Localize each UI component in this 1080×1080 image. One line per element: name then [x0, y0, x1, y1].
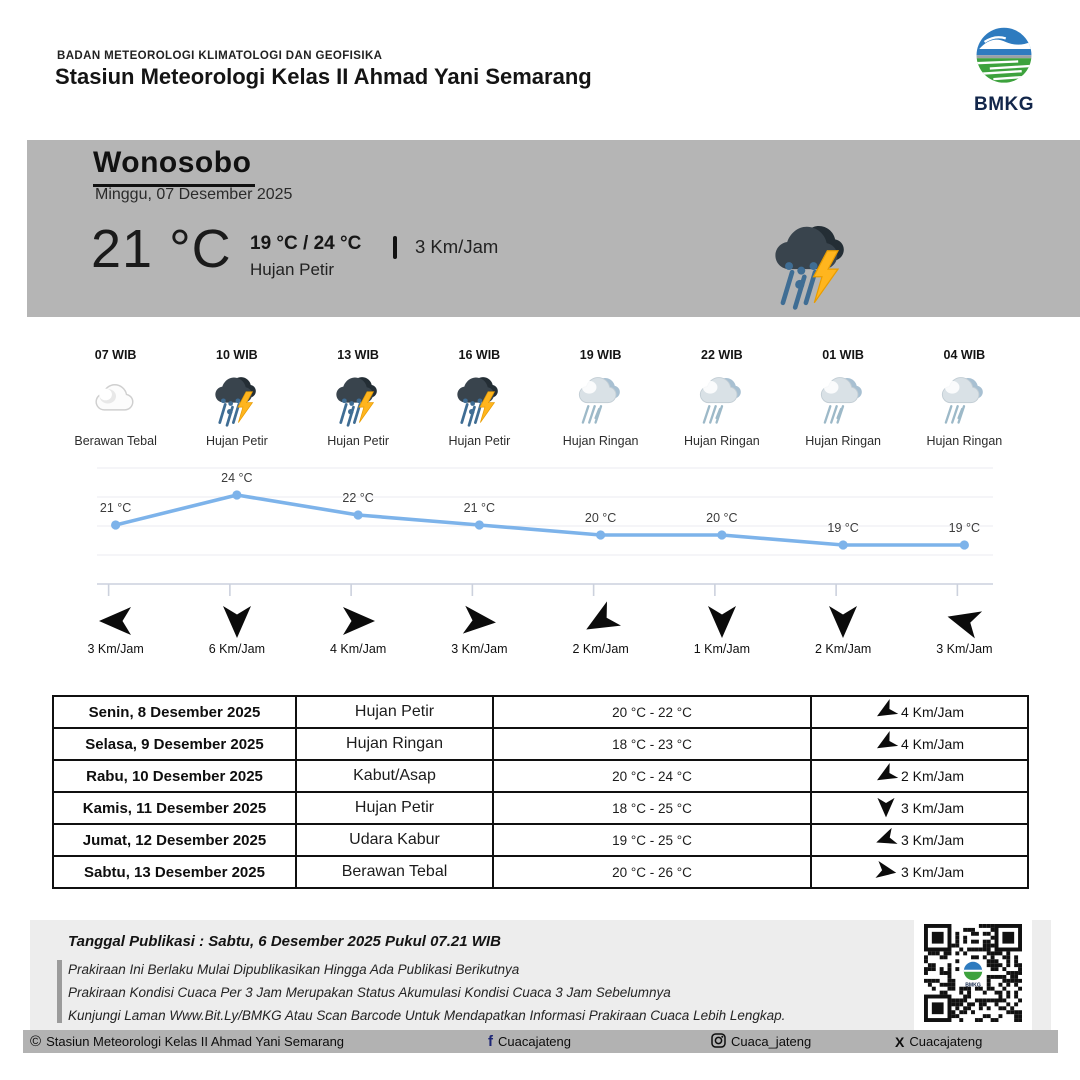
wind-direction-icon	[875, 796, 897, 821]
day-date: Selasa, 9 Desember 2025	[53, 728, 296, 760]
wind-separator-bar	[393, 236, 397, 259]
storm-weather-icon	[298, 368, 419, 430]
day-temp-range: 20 °C - 24 °C	[493, 760, 811, 792]
hour-label: 19 WIB	[579, 348, 622, 362]
daily-forecast-row	[53, 696, 1028, 728]
day-condition: Berawan Tebal	[296, 856, 493, 888]
day-temp-range: 20 °C - 26 °C	[493, 856, 811, 888]
day-condition: Udara Kabur	[296, 824, 493, 856]
wind-direction-icon	[783, 602, 904, 640]
day-wind	[811, 824, 1028, 856]
day-date: Kamis, 11 Desember 2025	[53, 792, 296, 824]
wind-direction-icon	[298, 602, 419, 640]
lightrain-weather-icon	[540, 368, 661, 430]
copyright-icon: ©	[30, 1033, 42, 1050]
wind-speed: 4 Km/Jam	[329, 642, 387, 656]
wind-direction-icon	[875, 700, 897, 725]
daily-forecast-table	[52, 695, 1029, 889]
wind-slot	[419, 602, 540, 656]
copyright-item	[30, 1030, 344, 1053]
svg-text:20 °C: 20 °C	[706, 511, 738, 525]
cloudy-weather-icon	[55, 368, 176, 430]
wind-direction-icon	[904, 602, 1025, 640]
day-condition: Kabut/Asap	[296, 760, 493, 792]
wind-direction-icon	[875, 732, 897, 757]
city-name: Wonosobo	[93, 146, 255, 187]
lightrain-weather-icon	[904, 368, 1025, 430]
hour-label: 07 WIB	[94, 348, 137, 362]
wind-slot	[298, 602, 419, 656]
lightrain-weather-icon	[783, 368, 904, 430]
wind-slot	[661, 602, 782, 656]
hour-condition: Hujan Ringan	[805, 434, 881, 448]
hourly-slot	[176, 348, 297, 448]
day-wind-speed: 3 Km/Jam	[900, 832, 964, 848]
hour-condition: Hujan Ringan	[926, 434, 1003, 448]
day-temp-range: 18 °C - 23 °C	[493, 728, 811, 760]
hourly-slot	[904, 348, 1025, 448]
current-weather-banner	[27, 140, 1080, 317]
day-wind	[811, 728, 1028, 760]
day-date: Sabtu, 13 Desember 2025	[53, 856, 296, 888]
svg-text:22 °C: 22 °C	[342, 491, 374, 505]
banner-date: Minggu, 07 Desember 2025	[95, 186, 293, 203]
hour-label: 22 WIB	[701, 348, 743, 362]
wind-slot	[540, 602, 661, 656]
current-condition: Hujan Petir	[250, 260, 335, 279]
day-date: Jumat, 12 Desember 2025	[53, 824, 296, 856]
day-date: Senin, 8 Desember 2025	[53, 696, 296, 728]
publication-date: Tanggal Publikasi : Sabtu, 6 Desember 2025 Pukul 07.21 WIB	[68, 933, 501, 950]
wind-speed: 3 Km/Jam	[87, 642, 144, 656]
day-wind-speed: 3 Km/Jam	[900, 864, 964, 880]
svg-text:19 °C: 19 °C	[827, 521, 859, 535]
hour-label: 16 WIB	[458, 348, 501, 362]
wind-speed: 1 Km/Jam	[693, 642, 750, 656]
qr-code-icon	[924, 924, 1022, 1027]
hourly-slot	[540, 348, 661, 448]
svg-text:24 °C: 24 °C	[221, 471, 253, 485]
svg-text:21 °C: 21 °C	[463, 501, 496, 515]
daily-forecast-row	[53, 856, 1028, 888]
facebook-text: Cuacajateng	[498, 1034, 571, 1049]
daily-forecast-row	[53, 728, 1028, 760]
hourly-slot	[419, 348, 540, 448]
day-wind-speed: 4 Km/Jam	[900, 704, 964, 720]
hourly-slot	[55, 348, 176, 448]
hour-condition: Berawan Tebal	[74, 434, 157, 448]
day-condition: Hujan Ringan	[296, 728, 493, 760]
publication-footer	[30, 920, 1051, 1030]
day-condition: Hujan Petir	[296, 792, 493, 824]
facebook-icon: f	[488, 1033, 493, 1050]
daily-forecast-row	[53, 760, 1028, 792]
notes-accent-bar	[57, 960, 62, 1023]
bmkg-logo-label: BMKG	[973, 94, 1035, 115]
hourly-slot	[661, 348, 782, 448]
current-wind-speed: 3 Km/Jam	[415, 236, 499, 257]
hour-condition: Hujan Petir	[448, 434, 511, 448]
publication-note: Kunjungi Laman Www.Bit.Ly/BMKG Atau Scan Barcode Untuk Mendapatkan Informasi Prakiraan Cuaca Lebih Lengkap.	[68, 1008, 786, 1023]
day-wind	[811, 760, 1028, 792]
temperature-range: 19 °C / 24 °C	[250, 233, 362, 254]
wind-slot	[783, 602, 904, 656]
x-icon: X	[895, 1033, 905, 1050]
wind-slot	[55, 602, 176, 656]
hour-label: 01 WIB	[822, 348, 864, 362]
day-wind	[811, 856, 1028, 888]
day-date: Rabu, 10 Desember 2025	[53, 760, 296, 792]
x-handle[interactable]	[895, 1030, 982, 1053]
qr-code	[914, 920, 1032, 1030]
wind-direction-icon	[875, 860, 897, 885]
wind-speed: 2 Km/Jam	[572, 642, 629, 656]
wind-direction-icon	[875, 764, 897, 789]
wind-direction-icon	[661, 602, 782, 640]
publication-note: Prakiraan Kondisi Cuaca Per 3 Jam Merupakan Status Akumulasi Kondisi Cuaca 3 Jam Sebelumnya	[68, 985, 671, 1000]
day-temp-range: 20 °C - 22 °C	[493, 696, 811, 728]
hourly-forecast-row	[55, 348, 1025, 448]
storm-weather-icon	[176, 368, 297, 430]
wind-direction-icon	[419, 602, 540, 640]
svg-text:20 °C: 20 °C	[584, 511, 617, 525]
wind-speed: 3 Km/Jam	[936, 642, 993, 656]
agency-name: BADAN METEOROLOGI KLIMATOLOGI DAN GEOFISIKA	[57, 50, 383, 62]
hour-condition: Hujan Petir	[327, 434, 390, 448]
svg-text:21 °C: 21 °C	[99, 501, 132, 515]
wind-forecast-row	[55, 602, 1025, 656]
hourly-slot	[298, 348, 419, 448]
bmkg-logo-icon	[972, 75, 1036, 92]
wind-speed: 2 Km/Jam	[814, 642, 872, 656]
day-wind	[811, 792, 1028, 824]
hourly-slot	[783, 348, 904, 448]
wind-slot	[176, 602, 297, 656]
bmkg-logo	[948, 26, 1060, 116]
wind-speed: 6 Km/Jam	[208, 642, 265, 656]
day-wind-speed: 3 Km/Jam	[900, 800, 964, 816]
svg-text:BMKG: BMKG	[965, 981, 981, 988]
publication-note: Prakiraan Ini Berlaku Mulai Dipublikasikan Hingga Ada Publikasi Berikutnya	[68, 962, 520, 977]
svg-text:19 °C: 19 °C	[948, 521, 981, 535]
day-condition: Hujan Petir	[296, 696, 493, 728]
day-wind-speed: 4 Km/Jam	[900, 736, 964, 752]
hour-label: 10 WIB	[216, 348, 258, 362]
daily-forecast-row	[53, 792, 1028, 824]
social-bar	[23, 1030, 1058, 1053]
hour-condition: Hujan Ringan	[684, 434, 760, 448]
day-temp-range: 19 °C - 25 °C	[493, 824, 811, 856]
facebook-handle[interactable]	[488, 1030, 571, 1053]
day-wind-speed: 2 Km/Jam	[900, 768, 964, 784]
copyright-text: Stasiun Meteorologi Kelas II Ahmad Yani Semarang	[46, 1034, 345, 1049]
storm-weather-icon	[419, 368, 540, 430]
day-wind	[811, 696, 1028, 728]
day-temp-range: 18 °C - 25 °C	[493, 792, 811, 824]
station-title: Stasiun Meteorologi Kelas II Ahmad Yani Semarang	[55, 64, 592, 89]
instagram-text: Cuaca_jateng	[731, 1034, 812, 1049]
wind-direction-icon	[875, 828, 897, 853]
storm-rain-lightning-icon	[763, 214, 863, 310]
temperature-chart	[55, 455, 1025, 600]
wind-direction-icon	[540, 602, 661, 640]
wind-direction-icon	[55, 602, 176, 640]
current-temperature: 21 °C	[91, 219, 232, 279]
wind-speed: 3 Km/Jam	[451, 642, 508, 656]
wind-direction-icon	[176, 602, 297, 640]
hour-condition: Hujan Petir	[205, 434, 268, 448]
lightrain-weather-icon	[661, 368, 782, 430]
publication-notes	[68, 958, 785, 1027]
wind-slot	[904, 602, 1025, 656]
hour-condition: Hujan Ringan	[562, 434, 639, 448]
instagram-handle[interactable]	[711, 1030, 811, 1053]
x-text: Cuacajateng	[909, 1034, 983, 1049]
daily-forecast-row	[53, 824, 1028, 856]
instagram-icon	[711, 1033, 726, 1051]
hour-label: 13 WIB	[337, 348, 379, 362]
hour-label: 04 WIB	[943, 348, 986, 362]
